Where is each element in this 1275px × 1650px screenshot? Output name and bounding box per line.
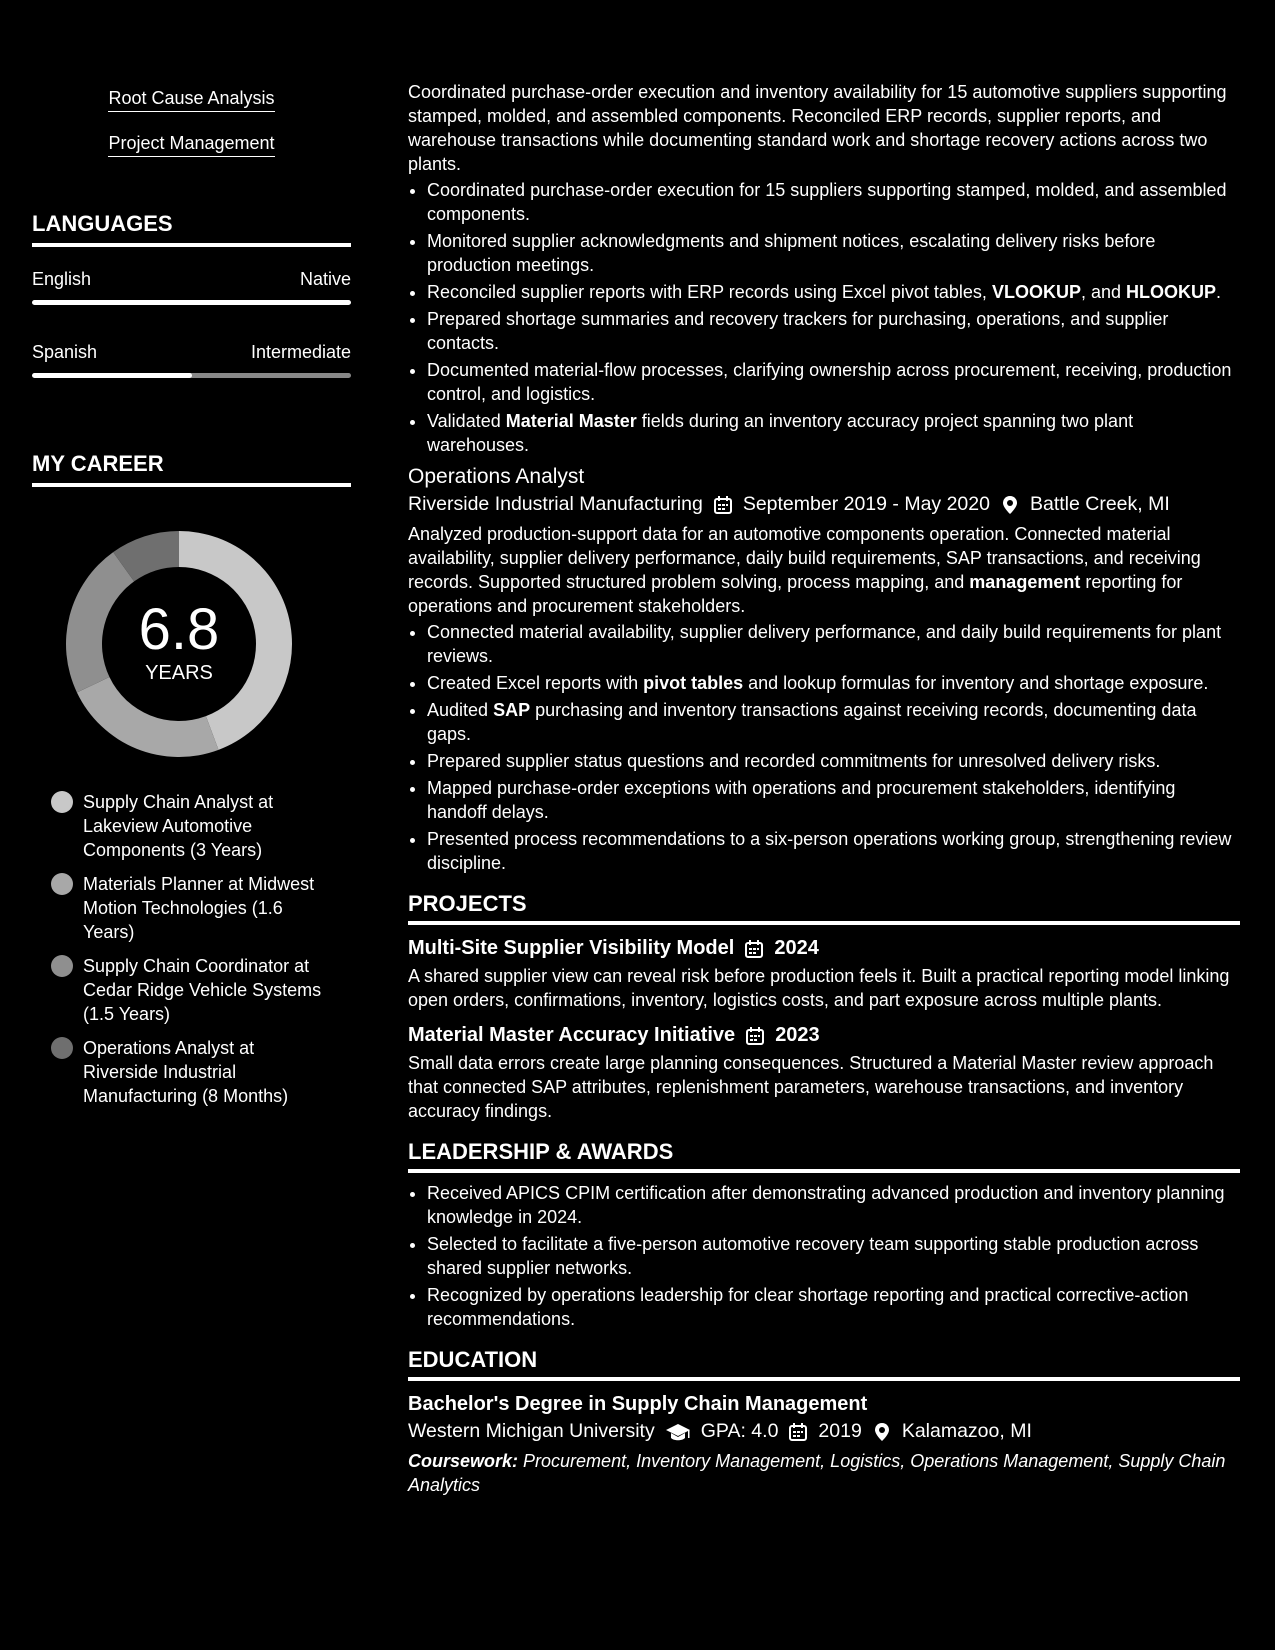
- legend-dot: [51, 791, 73, 813]
- job-company: Riverside Industrial Manufacturing: [408, 493, 703, 515]
- location-pin-icon: [1000, 495, 1020, 515]
- career-total-unit: YEARS: [145, 662, 213, 684]
- bullet: • Reconciled supplier reports with ERP records using Excel pivot tables, VLOOKUP, and HLOOKUP.: [427, 280, 1240, 304]
- leadership-list: [408, 1181, 1240, 1331]
- education-heading: EDUCATION: [408, 1347, 1240, 1381]
- skill-item: [32, 88, 351, 112]
- language-item: [32, 342, 351, 378]
- project-title-row: [408, 937, 1240, 960]
- language-name: English: [32, 269, 92, 289]
- language-bar-fill: [32, 300, 351, 305]
- languages-heading: LANGUAGES: [32, 211, 351, 247]
- language-item: [32, 269, 351, 305]
- job-bullets: [408, 620, 1240, 875]
- coursework: Coursework: Procurement, Inventory Management, Logistics, Operations Management, Supply Chain Analytics: [408, 1451, 1226, 1495]
- calendar-icon: [788, 1422, 808, 1442]
- career-donut-segment: [77, 677, 219, 757]
- school-location: Kalamazoo, MI: [901, 1420, 1032, 1442]
- bullet: • Recognized by operations leadership for clear shortage reporting and practical corrective-action recommendations.: [427, 1283, 1240, 1331]
- project-year: 2024: [774, 937, 819, 959]
- skill-label: Root Cause Analysis: [108, 88, 274, 112]
- skill-item: [32, 133, 351, 157]
- leadership-heading: LEADERSHIP & AWARDS: [408, 1139, 1240, 1173]
- career-heading: MY CAREER: [32, 451, 351, 487]
- language-bar-fill: [32, 373, 192, 378]
- bullet: • Audited SAP purchasing and inventory transactions against receiving records, documenting data gaps.: [427, 698, 1240, 746]
- school: Western Michigan University: [408, 1420, 655, 1442]
- job-summary: Analyzed production-support data for an automotive components operation. Connected material availability, supplier delivery performance, daily build requirements, SAP transactions, and receiving records. Supported structured problem solving, process mapping, and management reporting for operations and procurement stakeholders.: [408, 524, 1201, 616]
- bullet: • Documented material-flow processes, clarifying ownership across procurement, receiving, production control, and logistics.: [427, 358, 1240, 406]
- language-bar: [32, 300, 351, 305]
- career-total: [66, 597, 292, 685]
- bullet: • Connected material availability, supplier delivery performance, and daily build requirements for plant reviews.: [427, 620, 1240, 668]
- calendar-icon: [744, 939, 764, 959]
- bullet: • Validated Material Master fields during an inventory accuracy project spanning two plant warehouses.: [427, 409, 1240, 457]
- job-meta: [408, 493, 1240, 516]
- language-bar: [32, 373, 351, 378]
- project-title: Multi-Site Supplier Visibility Model: [408, 937, 735, 959]
- project-description: A shared supplier view can reveal risk before production feels it. Built a practical reporting model linking open orders, confirmations, inventory, logistics costs, and part exposure across multiple plants.: [408, 966, 1230, 1010]
- career-legend-item: [51, 954, 331, 1026]
- bullet: • Presented process recommendations to a six-person operations working group, strengthening review discipline.: [427, 827, 1240, 875]
- bullet: • Prepared supplier status questions and recorded commitments for unresolved delivery risks.: [427, 749, 1240, 773]
- career-legend-item: [51, 1036, 331, 1108]
- calendar-icon: [713, 495, 733, 515]
- legend-label: Materials Planner at Midwest Motion Technologies (1.6 Years): [83, 874, 315, 942]
- degree: Bachelor's Degree in Supply Chain Management: [408, 1393, 868, 1415]
- career-total-value: 6.8: [138, 597, 220, 662]
- project-description: Small data errors create large planning consequences. Structured a Material Master review approach that connected SAP attributes, replenishment parameters, warehouse transactions, and inventory accuracy findings.: [408, 1053, 1214, 1121]
- bullet: • Prepared shortage summaries and recovery trackers for purchasing, operations, and supplier contacts.: [427, 307, 1240, 355]
- legend-dot: [51, 1037, 73, 1059]
- bullet: • Selected to facilitate a five-person automotive recovery team supporting stable production across shared supplier networks.: [427, 1232, 1240, 1280]
- skill-label: Project Management: [108, 133, 274, 157]
- legend-label: Operations Analyst at Riverside Industrial Manufacturing (8 Months): [83, 1038, 289, 1106]
- bullet: • Received APICS CPIM certification after demonstrating advanced production and inventory planning knowledge in 2024.: [427, 1181, 1240, 1229]
- project-year: 2023: [775, 1024, 820, 1046]
- legend-label: Supply Chain Analyst at Lakeview Automotive Components (3 Years): [83, 792, 274, 860]
- bullet: • Created Excel reports with pivot tables and lookup formulas for inventory and shortage exposure.: [427, 671, 1240, 695]
- bullet: • Mapped purchase-order exceptions with operations and procurement stakeholders, identifying handoff delays.: [427, 776, 1240, 824]
- job-location: Battle Creek, MI: [1029, 493, 1170, 515]
- bullet: • Coordinated purchase-order execution for 15 suppliers supporting stamped, molded, and assembled components.: [427, 178, 1240, 226]
- career-legend-item: [51, 790, 331, 862]
- legend-dot: [51, 955, 73, 977]
- language-name: Spanish: [32, 342, 98, 362]
- career-section: [32, 451, 351, 487]
- gpa: GPA: 4.0: [700, 1420, 779, 1442]
- job-summary: Coordinated purchase-order execution and inventory availability for 15 automotive suppliers supporting stamped, molded, and assembled components. Reconciled ERP records, supplier reports, and warehouse transactions while documenting standard work and shortage recovery actions across two plants.: [408, 82, 1227, 174]
- project-title-row: [408, 1024, 1240, 1047]
- main-content: [408, 80, 1240, 1497]
- language-level: Intermediate: [250, 342, 351, 362]
- languages-section: [32, 211, 351, 378]
- project-title: Material Master Accuracy Initiative: [408, 1024, 736, 1046]
- language-level: Native: [299, 269, 351, 289]
- projects-heading: PROJECTS: [408, 891, 1240, 925]
- calendar-icon: [745, 1026, 765, 1046]
- job-bullets: [408, 178, 1240, 457]
- education-meta: [408, 1420, 1240, 1443]
- graduation-cap-icon: [665, 1422, 691, 1442]
- bullet: • Monitored supplier acknowledgments and shipment notices, escalating delivery risks before production meetings.: [427, 229, 1240, 277]
- legend-label: Supply Chain Coordinator at Cedar Ridge Vehicle Systems (1.5 Years): [83, 956, 322, 1024]
- job-title: Operations Analyst: [408, 465, 585, 488]
- legend-dot: [51, 873, 73, 895]
- career-legend: [51, 790, 331, 1118]
- location-pin-icon: [872, 1422, 892, 1442]
- graduation-year: 2019: [818, 1420, 862, 1442]
- career-legend-item: [51, 872, 331, 944]
- job-dates: September 2019 - May 2020: [742, 493, 990, 515]
